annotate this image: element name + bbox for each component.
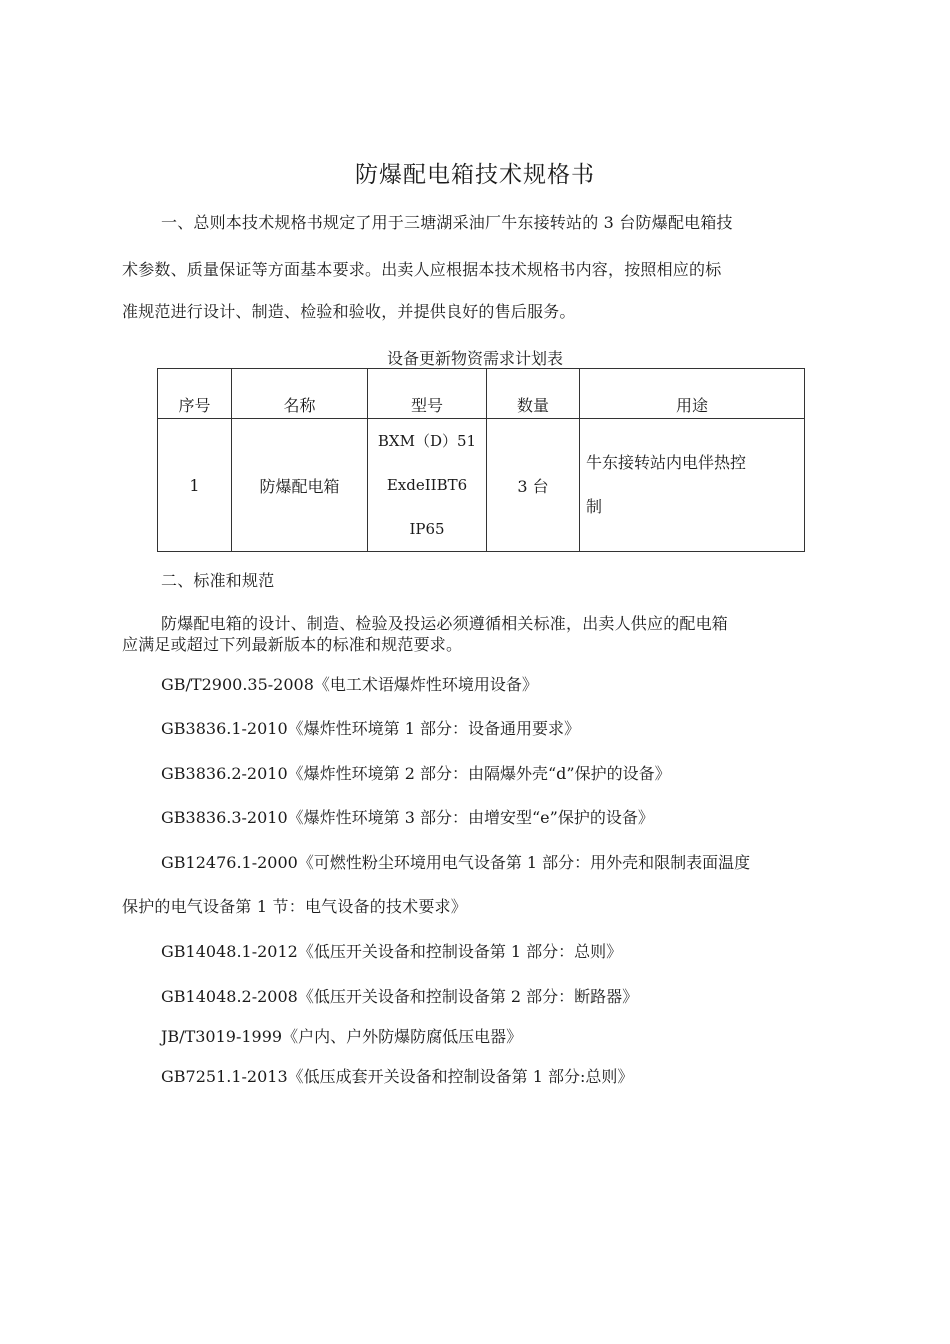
section2-intro-line1: 防爆配电箱的设计、制造、检验及投运必须遵循相关标准，出卖人供应的配电箱 — [161, 614, 729, 633]
table-row — [158, 419, 805, 552]
cell-index: 1 — [158, 419, 232, 552]
table-caption: 设备更新物资需求计划表 — [386, 349, 563, 368]
table-header-row — [158, 369, 805, 419]
standard-item-continuation: 保护的电气设备第 1 节：电气设备的技术要求》 — [122, 897, 467, 916]
section1-line2: 术参数、质量保证等方面基本要求。出卖人应根据本技术规格书内容，按照相应的标 — [122, 260, 722, 279]
standard-item: GB/T2900.35-2008《电工术语爆炸性环境用设备》 — [161, 675, 538, 694]
use-line-2: 制 — [586, 497, 603, 516]
section2-heading: 二、标准和规范 — [161, 571, 275, 590]
header-model: 型号 — [368, 369, 487, 419]
model-line-1: BXM（D）51 — [377, 432, 477, 450]
model-line-3: IP65 — [409, 520, 445, 538]
section1-line3: 准规范进行设计、制造、检验和验收，并提供良好的售后服务。 — [122, 302, 576, 321]
standard-item: GB3836.2-2010《爆炸性环境第 2 部分：由隔爆外壳“d”保护的设备》 — [161, 764, 671, 783]
cell-quantity: 3 台 — [487, 419, 580, 552]
header-quantity: 数量 — [487, 369, 580, 419]
use-line-1: 牛东接转站内电伴热控 — [586, 453, 747, 472]
header-index: 序号 — [158, 369, 232, 419]
cell-model — [368, 419, 487, 552]
header-name: 名称 — [232, 369, 368, 419]
standard-item: GB12476.1-2000《可燃性粉尘环境用电气设备第 1 部分：用外壳和限制表面温度 — [161, 853, 751, 872]
model-line-2: ExdeIIBT6 — [386, 476, 468, 494]
standard-item: JB/T3019-1999《户内、户外防爆防腐低压电器》 — [161, 1027, 523, 1046]
standard-item: GB3836.3-2010《爆炸性环境第 3 部分：由增安型“e”保护的设备》 — [161, 808, 654, 827]
standard-item: GB3836.1-2010《爆炸性环境第 1 部分：设备通用要求》 — [161, 719, 581, 738]
standard-item: GB14048.2-2008《低压开关设备和控制设备第 2 部分：断路器》 — [161, 987, 639, 1006]
standard-item: GB14048.1-2012《低压开关设备和控制设备第 1 部分：总则》 — [161, 942, 623, 961]
standard-item: GB7251.1-2013《低压成套开关设备和控制设备第 1 部分:总则》 — [161, 1067, 634, 1086]
document-title: 防爆配电箱技术规格书 — [355, 162, 595, 188]
section2-intro-line2: 应满足或超过下列最新版本的标准和规范要求。 — [122, 635, 463, 654]
cell-use — [580, 419, 805, 552]
section1-line1: 一、总则本技术规格书规定了用于三塘湖采油厂牛东接转站的 3 台防爆配电箱技 — [161, 213, 733, 232]
header-use: 用途 — [580, 369, 805, 419]
requirements-table — [157, 368, 805, 552]
cell-name: 防爆配电箱 — [232, 419, 368, 552]
